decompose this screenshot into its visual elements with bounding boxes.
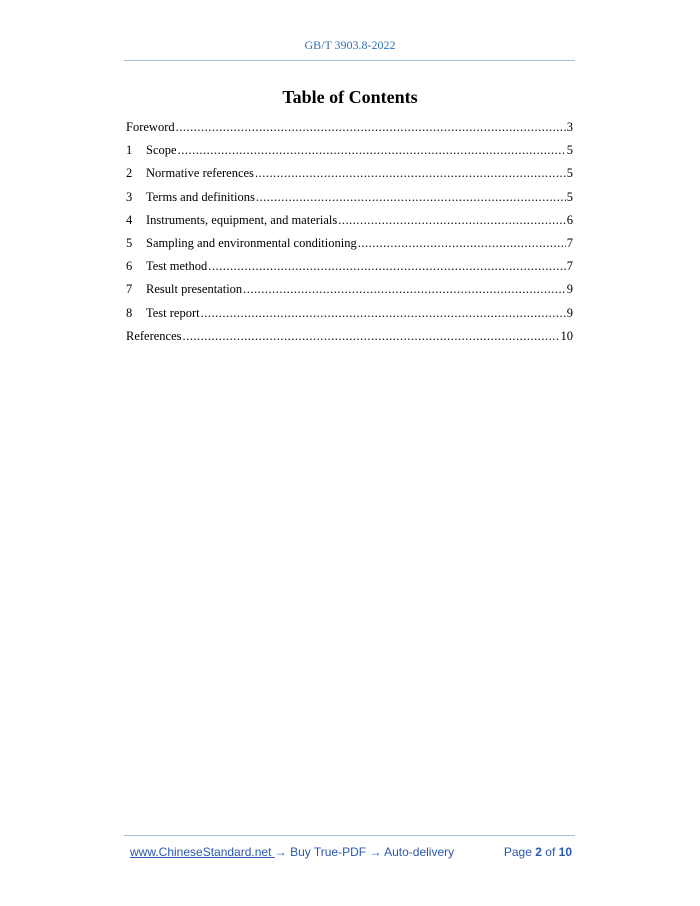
toc-page-number: 7 (566, 259, 573, 274)
toc-label: Instruments, equipment, and materials (146, 212, 338, 227)
toc-leader (358, 236, 566, 251)
toc-leader (183, 329, 560, 344)
toc-entry-instruments[interactable] (126, 213, 573, 236)
toc-label: Foreword (126, 120, 175, 134)
toc-label: Normative references (146, 166, 254, 181)
toc-page-number: 5 (566, 189, 573, 204)
toc-label: Test method (146, 259, 208, 274)
toc-number: 1 (126, 143, 133, 158)
toc-label: References (126, 328, 182, 343)
toc-page-number: 10 (560, 328, 573, 343)
toc-page-number: 5 (566, 143, 573, 158)
document-code: GB/T 3903.8-2022 (304, 38, 396, 52)
toc-entry-result-presentation[interactable] (126, 282, 573, 305)
toc-page-number: 9 (566, 305, 573, 320)
toc-page-number: 5 (566, 166, 573, 181)
page-of: of (545, 845, 556, 859)
page-total: 10 (558, 845, 572, 859)
toc-entry-sampling[interactable] (126, 236, 573, 259)
toc-entry-scope[interactable] (126, 143, 573, 166)
toc-entry-test-method[interactable] (126, 259, 573, 282)
toc-entry-terms-and-definitions[interactable] (126, 190, 573, 213)
page-prefix: Page (503, 845, 532, 859)
toc-page-number: 9 (566, 282, 573, 297)
toc-label: Terms and definitions (146, 189, 255, 204)
toc-page-number: 6 (566, 212, 573, 227)
toc-number: 6 (126, 259, 133, 274)
toc-label: Sampling and environmental conditioning (146, 235, 357, 250)
toc-label: Test report (146, 305, 200, 320)
toc-leader (256, 190, 566, 205)
toc-page-number: 7 (566, 235, 573, 250)
toc-leader (255, 166, 566, 181)
page-indicator (504, 845, 572, 859)
toc-entry-test-report[interactable] (126, 306, 573, 329)
toc-leader (338, 213, 565, 228)
toc-leader (178, 143, 566, 158)
footer-divider (124, 835, 575, 836)
toc-number: 3 (126, 189, 133, 204)
toc-page-number: 3 (566, 120, 573, 134)
toc-leader (243, 282, 566, 297)
toc-number: 2 (126, 166, 133, 181)
footer-tagline: → Buy True-PDF → Auto-delivery (274, 845, 455, 859)
toc-entry-normative-references[interactable] (126, 166, 573, 189)
toc-label: Scope (146, 143, 177, 158)
page-current: 2 (535, 845, 542, 859)
toc-number: 4 (126, 212, 133, 227)
table-of-contents (126, 120, 573, 352)
website-link[interactable]: www.ChineseStandard.net (130, 845, 275, 859)
toc-entry-foreword[interactable] (126, 120, 573, 143)
header-divider (124, 60, 575, 61)
toc-entry-references[interactable] (126, 329, 573, 352)
toc-number: 5 (126, 235, 133, 250)
footer-promo (130, 845, 454, 859)
toc-leader (176, 120, 566, 135)
toc-number: 7 (126, 282, 133, 297)
toc-leader (201, 306, 566, 321)
toc-leader (208, 259, 565, 274)
page-title: Table of Contents (282, 87, 418, 107)
page-footer (130, 845, 572, 859)
toc-number: 8 (126, 305, 133, 320)
toc-label: Result presentation (146, 282, 243, 297)
